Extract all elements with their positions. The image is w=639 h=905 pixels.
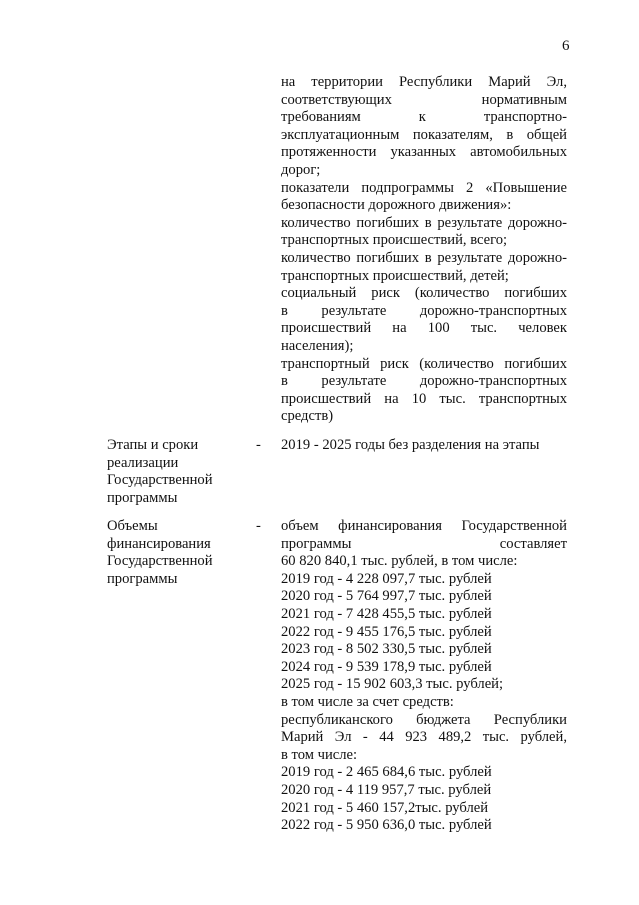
text-line: 2022 год - 5 950 636,0 тыс. рублей [281, 817, 492, 834]
text-line: программы составляет [281, 535, 567, 552]
text-line: количество погибших в результате дорожно- [281, 214, 567, 231]
text-line: 2020 год - 4 119 957,7 тыс. рублей [281, 781, 492, 798]
text-line: транспортных происшествий, детей; [281, 267, 509, 284]
text-line: республиканского бюджета Республики [281, 711, 567, 728]
text-line: средств) [281, 408, 334, 425]
text-line: соответствующих нормативным [281, 91, 567, 108]
funding-label [107, 518, 247, 588]
label-line: Объемы [107, 518, 158, 534]
stages-dash: - [256, 437, 261, 453]
label-line: программы [107, 570, 178, 587]
text-line: транспортных происшествий, всего; [281, 232, 508, 249]
text-line: 2022 год - 9 455 176,5 тыс. рублей [281, 623, 492, 640]
label-line: реализации [107, 454, 179, 471]
label-line: финансирования [107, 535, 211, 552]
text-line: Марий Эл - 44 923 489,2 тыс. рублей, [281, 729, 567, 746]
text-line: в том числе за счет средств: [281, 693, 454, 710]
stages-label [107, 437, 247, 507]
text-line: 60 820 840,1 тыс. рублей, в том числе: [281, 553, 518, 570]
text-line: 2021 год - 7 428 455,5 тыс. рублей [281, 605, 492, 622]
text-line: дорог; [281, 161, 321, 178]
text-line: на территории Республики Марий Эл, [281, 74, 567, 90]
funding-value [281, 518, 567, 835]
funding-dash: - [256, 518, 261, 534]
text-line: эксплуатационным показателям, в общей [281, 126, 567, 143]
text-line: в результате дорожно-транспортных [281, 302, 567, 319]
text-line: 2020 год - 5 764 997,7 тыс. рублей [281, 588, 492, 605]
label-line: Этапы и сроки [107, 437, 199, 453]
text-line: социальный риск (количество погибших [281, 285, 567, 302]
text-line: 2021 год - 5 460 157,2тыс. рублей [281, 799, 489, 816]
text-line: происшествий на 10 тыс. транспортных [281, 390, 567, 407]
text-line: количество погибших в результате дорожно- [281, 249, 567, 266]
text-line: 2023 год - 8 502 330,5 тыс. рублей [281, 641, 492, 658]
text-line: транспортный риск (количество погибших [281, 355, 567, 372]
text-line: в результате дорожно-транспортных [281, 373, 567, 390]
text-line: населения); [281, 337, 354, 354]
indicators-continuation [281, 74, 567, 426]
text-line: безопасности дорожного движения»: [281, 197, 512, 214]
text-line: требованиям к транспортно- [281, 109, 567, 126]
label-line: программы [107, 489, 178, 506]
label-line: Государственной [107, 472, 213, 489]
text-line: 2019 год - 4 228 097,7 тыс. рублей [281, 570, 492, 587]
text-line: 2019 год - 2 465 684,6 тыс. рублей [281, 764, 492, 781]
text-line: 2019 - 2025 годы без разделения на этапы [281, 437, 540, 453]
text-line: 2024 год - 9 539 178,9 тыс. рублей [281, 658, 492, 675]
stages-value [281, 437, 567, 455]
text-line: показатели подпрограммы 2 «Повышение [281, 179, 567, 196]
label-line: Государственной [107, 553, 213, 570]
page-number: 6 [562, 38, 570, 54]
text-line: в том числе: [281, 746, 358, 763]
text-line: 2025 год - 15 902 603,3 тыс. рублей; [281, 676, 504, 693]
text-line: происшествий на 100 тыс. человек [281, 320, 567, 337]
text-line: объем финансирования Государственной [281, 518, 567, 534]
text-line: протяженности указанных автомобильных [281, 144, 567, 161]
